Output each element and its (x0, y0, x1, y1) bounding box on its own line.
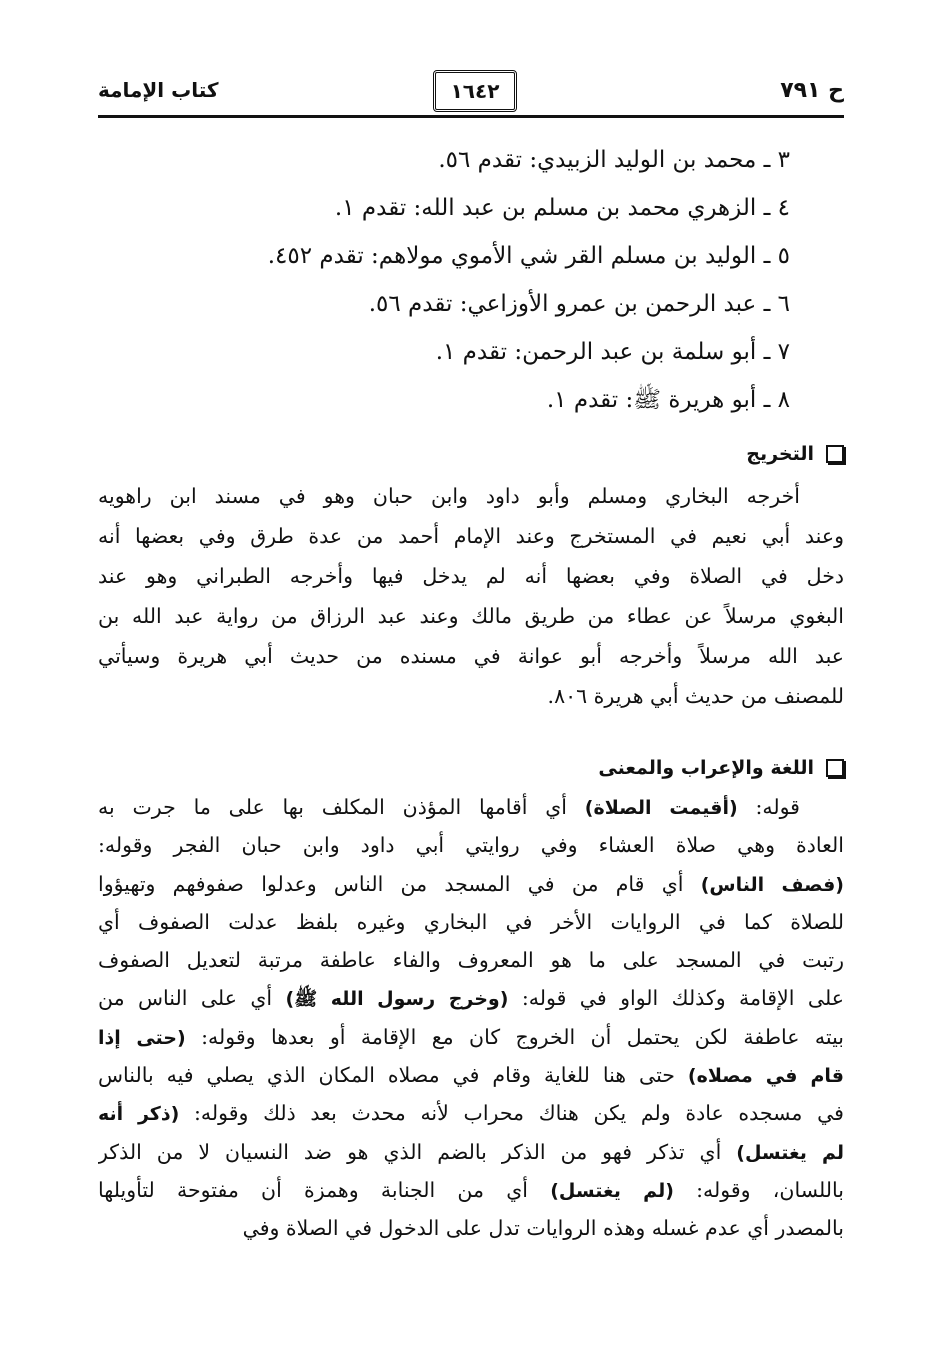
narrator-item: ٥ ـ الوليد بن مسلم القر شي الأموي مولاهم: تقدم ٤٥٢. (267, 243, 790, 269)
lugha-line (98, 903, 844, 941)
quoted-term: (لم يغتسل) (550, 1179, 674, 1202)
lugha-paragraph (98, 788, 844, 1248)
lugha-line (98, 1133, 844, 1171)
lugha-line (98, 1171, 844, 1209)
text-segment: حتى هنا للغاية وقام في مصلاه المكان الذي يصلي فيه بالناس (98, 1063, 688, 1088)
lugha-line (98, 826, 844, 864)
narrator-item: ٦ ـ عبد الرحمن بن عمرو الأوزاعي: تقدم ٥٦. (368, 291, 790, 317)
takhrij-heading-text: التخريج (746, 443, 814, 465)
lugha-heading (98, 752, 844, 784)
quoted-term: (ذكر أنه (98, 1103, 180, 1126)
text-segment: للصلاة كما في الروايات الأخر في البخاري وغيره بلفظ عدلت الصفوف أي (98, 909, 844, 934)
lugha-line (98, 1209, 844, 1247)
text-segment: قوله: (737, 795, 800, 819)
lugha-line (98, 788, 844, 826)
quoted-term: (فصف الناس) (700, 873, 844, 896)
book-title: كتاب الإمامة (98, 78, 219, 102)
quoted-term: (حتى إذا (98, 1026, 186, 1049)
text-segment: على الإقامة وكذلك الواو في قوله: (508, 986, 844, 1011)
text-segment: أي قام من في المسجد من الناس وعدلوا صفوفهم وتهيؤوا (98, 871, 701, 896)
takhrij-line: دخل في الصلاة وفي بعضها أنه لم يدخل فيها وأخرجه الطبراني وهو عند (98, 564, 844, 588)
quoted-term: قام في مصلاه) (687, 1065, 844, 1088)
takhrij-paragraph (98, 476, 844, 716)
square-bullet-icon (826, 445, 844, 463)
narrator-item: ٨ ـ أبو هريرة ﷺ: تقدم ١. (546, 387, 790, 413)
takhrij-line: البغوي مرسلاً عن عطاء من طريق مالك وعند عبد الرزاق من رواية عبد الله بن (98, 604, 844, 628)
lugha-line (98, 865, 844, 903)
lugha-heading-text: اللغة والإعراب والمعنى (598, 757, 814, 779)
lugha-line (98, 1056, 844, 1094)
hadith-reference: ح ٧٩١ (780, 78, 844, 103)
lugha-line (98, 1018, 844, 1056)
takhrij-line: أخرجه البخاري ومسلم وأبو داود وابن حبان وهو في مسند ابن راهويه (98, 484, 800, 508)
lugha-line (98, 1094, 844, 1132)
text-segment: أي على الناس من (98, 986, 286, 1011)
takhrij-line: وعند أبي نعيم في المستخرج وعند الإمام أحمد من عدة طرق وفي بعضها أنه (98, 524, 844, 548)
narrator-item: ٣ ـ محمد بن الوليد الزبيدي: تقدم ٥٦. (438, 147, 790, 173)
text-segment: بيته عاطفة لكن يحتمل أن الخروج كان مع الإقامة أو بعدها وقوله: (185, 1024, 844, 1049)
text-segment: أي تذكر فهو من الذكر بالضم الذي هو ضد النسيان لا من الذكر (98, 1139, 737, 1164)
text-segment: باللسان، وقوله: (673, 1177, 844, 1202)
quoted-term: (أقيمت الصلاة) (584, 797, 738, 819)
text-segment: بالمصدر أي عدم غسله وهذه الروايات تدل على الدخول في الصلاة وفي (242, 1216, 844, 1241)
narrator-list (190, 136, 790, 424)
text-segment: رتبت في المسجد على ما هو المعروف والفاء عاطفة مرتبة لتعديل الصفوف (98, 948, 844, 973)
square-bullet-icon (826, 759, 844, 777)
page-number-box: ١٦٤٢ (433, 70, 517, 112)
lugha-line (98, 979, 844, 1017)
takhrij-line: للمصنف من حديث أبي هريرة ٨٠٦. (547, 684, 844, 708)
quoted-term: لم يغتسل) (736, 1141, 844, 1164)
text-segment: العادة وهي صلاة العشاء وفي روايتي أبي داود وابن حبان الفجر وقوله: (98, 833, 844, 858)
narrator-item: ٤ ـ الزهري محمد بن مسلم بن عبد الله: تقدم ١. (334, 195, 790, 221)
running-header (98, 70, 844, 118)
text-segment: أي أقامها المؤذن المكلف بها على ما جرت به (98, 795, 585, 819)
narrator-item: ٧ ـ أبو سلمة بن عبد الرحمن: تقدم ١. (435, 339, 790, 365)
text-segment: في مسجده عادة ولم يكن هناك محراب لأنه محدث بعد ذلك وقوله: (179, 1101, 844, 1126)
takhrij-line: عبد الله مرسلاً وأخرجه أبو عوانة في مسنده من حديث أبي هريرة وسيأتي (98, 644, 844, 668)
text-segment: أي من الجنابة وهمزة أن مفتوحة لتأويلها (98, 1177, 551, 1202)
header-rule (98, 115, 844, 118)
quoted-term: (وخرج رسول الله ﷺ) (285, 988, 509, 1011)
takhrij-heading (98, 438, 844, 470)
lugha-line (98, 941, 844, 979)
